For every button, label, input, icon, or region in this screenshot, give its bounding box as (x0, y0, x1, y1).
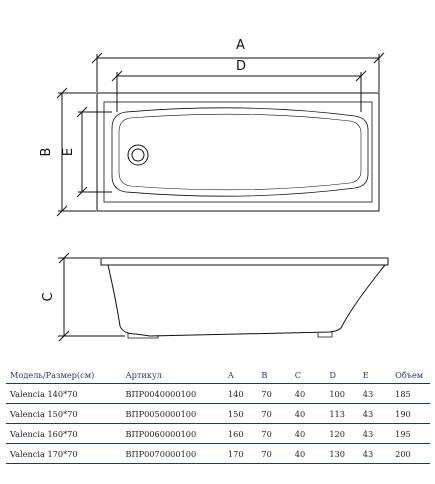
header-volume: Объем (391, 367, 430, 384)
header-b: B (257, 367, 290, 384)
cell-volume: 185 (391, 384, 430, 404)
table-row (6, 384, 430, 404)
top-view-basin-inner (119, 114, 361, 190)
header-article: Артикул (121, 367, 223, 384)
cell-b: 70 (257, 384, 290, 404)
cell-a: 150 (224, 404, 257, 424)
cell-d: 130 (325, 444, 358, 464)
dimension-d (112, 71, 366, 112)
cell-e: 43 (359, 444, 391, 464)
header-e: E (359, 367, 391, 384)
top-view-basin (112, 108, 368, 196)
label-b: B (39, 147, 54, 157)
cell-volume: 190 (391, 404, 430, 424)
cell-d: 113 (325, 404, 358, 424)
cell-b: 70 (257, 404, 290, 424)
header-model: Модель/Размер(см) (6, 367, 121, 384)
cell-d: 100 (325, 384, 358, 404)
header-a: A (224, 367, 257, 384)
cell-article: ВПР0070000100 (121, 444, 223, 464)
header-c: C (291, 367, 326, 384)
label-e: E (61, 147, 76, 157)
cell-model: Valencia 150*70 (6, 404, 121, 424)
cell-model: Valencia 140*70 (6, 384, 121, 404)
cell-a: 140 (224, 384, 257, 404)
label-c: C (41, 292, 56, 302)
label-a: A (236, 38, 245, 53)
cell-e: 43 (359, 424, 391, 444)
cell-model: Valencia 170*70 (6, 444, 121, 464)
table-row (6, 444, 430, 464)
drain-outer (128, 145, 148, 165)
label-d: D (236, 59, 247, 74)
spec-table (6, 367, 430, 464)
cell-c: 40 (291, 444, 326, 464)
side-view-body (108, 265, 385, 336)
cell-model: Valencia 160*70 (6, 424, 121, 444)
cell-e: 43 (359, 404, 391, 424)
cell-article: ВПР0050000100 (121, 404, 223, 424)
cell-e: 43 (359, 384, 391, 404)
dimension-e (77, 107, 112, 197)
cell-b: 70 (257, 444, 290, 464)
cell-article: ВПР0060000100 (121, 424, 223, 444)
table-header-row (6, 367, 430, 384)
cell-a: 170 (224, 444, 257, 464)
cell-c: 40 (291, 424, 326, 444)
side-view-rim (101, 258, 388, 265)
cell-a: 160 (224, 424, 257, 444)
cell-b: 70 (257, 424, 290, 444)
header-d: D (325, 367, 358, 384)
table-row (6, 424, 430, 444)
cell-c: 40 (291, 404, 326, 424)
cell-d: 120 (325, 424, 358, 444)
cell-volume: 195 (391, 424, 430, 444)
drain-inner (132, 149, 144, 161)
cell-c: 40 (291, 384, 326, 404)
table-row (6, 404, 430, 424)
cell-volume: 200 (391, 444, 430, 464)
cell-article: ВПР0040000100 (121, 384, 223, 404)
